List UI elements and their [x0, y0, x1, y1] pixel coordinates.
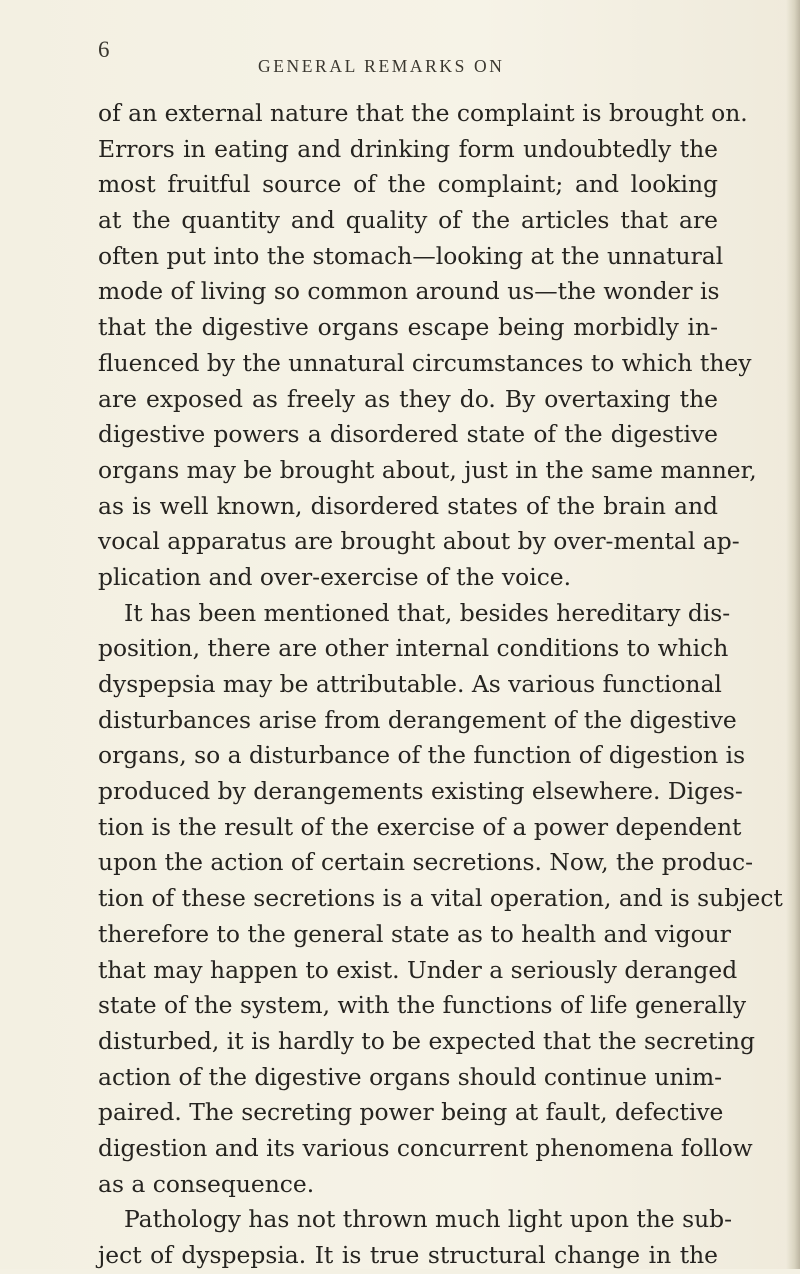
text-line: upon the action of certain secretions. Now, the produc-: [98, 848, 754, 877]
text-line: therefore to the general state as to health and vigour: [98, 919, 731, 948]
text-line: action of the digestive organs should continue unim-: [98, 1062, 723, 1091]
text-line: Pathology has not thrown much light upon the sub-: [124, 1205, 733, 1234]
text-line: position, there are other internal conditions to which: [98, 634, 729, 663]
text-line: at the quantity and quality of the articles that are: [98, 206, 718, 235]
text-line: as is well known, disordered states of the brain and: [98, 491, 718, 520]
text-line: that the digestive organs escape being morbidly in-: [98, 313, 718, 342]
text-line: organs, so a disturbance of the function of digestion is: [98, 741, 746, 770]
text-line: as a consequence.: [98, 1169, 315, 1198]
text-line: It has been mentioned that, besides hereditary dis-: [124, 598, 731, 627]
text-line: tion is the result of the exercise of a power dependent: [98, 812, 742, 841]
text-line: disturbed, it is hardly to be expected that the secreting: [98, 1026, 755, 1055]
text-line: dyspepsia may be attributable. As various functional: [98, 670, 722, 698]
text-line: vocal apparatus are brought about by over-mental ap-: [98, 527, 740, 556]
text-line: that may happen to exist. Under a seriously deranged: [98, 955, 738, 984]
page-number: 6: [98, 37, 110, 62]
text-line: Errors in eating and drinking form undoubtedly the: [98, 134, 718, 163]
text-line: of an external nature that the complaint is brought on.: [98, 99, 748, 127]
text-line: ject of dyspepsia. It is true structural change in the: [98, 1241, 718, 1269]
running-head: GENERAL REMARKS ON: [258, 56, 505, 76]
text-line: most fruitful source of the complaint; and looking: [98, 170, 718, 199]
text-line: disturbances arise from derangement of the digestive: [98, 705, 737, 734]
text-line: state of the system, with the functions of life generally: [98, 991, 747, 1020]
text-line: plication and over-exercise of the voice.: [98, 562, 572, 591]
text-line: fluenced by the unnatural circumstances to which they: [98, 348, 752, 377]
text-line: digestion and its various concurrent phenomena follow: [98, 1133, 753, 1162]
text-line: often put into the stomach—looking at the unnatural: [98, 241, 724, 270]
text-line: are exposed as freely as they do. By overtaxing the: [98, 384, 718, 413]
text-line: digestive powers a disordered state of the digestive: [98, 420, 718, 449]
text-line: organs may be brought about, just in the same manner,: [98, 455, 757, 484]
body-text: [98, 96, 783, 1274]
text-line: tion of these secretions is a vital operation, and is subject: [98, 884, 783, 913]
text-line: produced by derangements existing elsewhere. Diges-: [98, 777, 743, 806]
text-line: mode of living so common around us—the wonder is: [98, 277, 720, 306]
page-edge-shadow: [786, 0, 800, 1269]
text-line: paired. The secreting power being at fault, defective: [98, 1098, 724, 1127]
